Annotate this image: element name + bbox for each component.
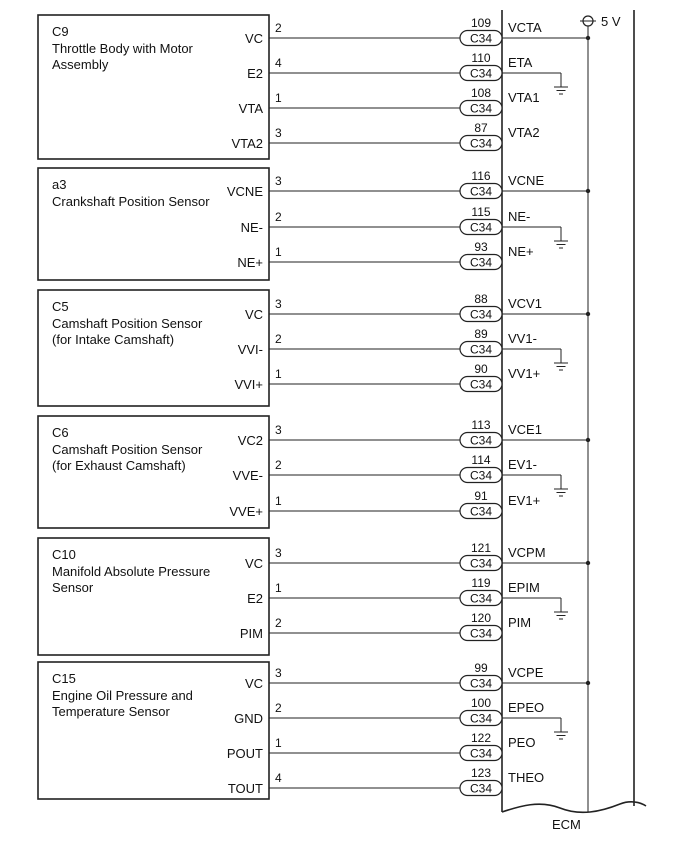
pin-number: 1 bbox=[275, 736, 282, 750]
pin-name: VTA bbox=[238, 101, 263, 116]
component-a3 bbox=[38, 168, 590, 280]
ecm-terminal-number: 87 bbox=[474, 121, 488, 135]
component-code: C10 bbox=[52, 547, 76, 562]
ecm-terminal-number: 121 bbox=[470, 541, 492, 555]
ground-icon bbox=[554, 87, 568, 94]
junction-dot bbox=[586, 681, 590, 685]
connector-label: C34 bbox=[469, 591, 493, 606]
ecm-terminal-number: 119 bbox=[471, 576, 491, 590]
ecm-signal-label: VCE1 bbox=[508, 422, 542, 437]
pin-name: VVI+ bbox=[234, 377, 263, 392]
ecm-signal-label: VCTA bbox=[508, 20, 542, 35]
ecm-terminal-number: 115 bbox=[471, 205, 491, 219]
connector-label: C34 bbox=[469, 184, 493, 199]
junction-dot bbox=[586, 438, 590, 442]
pin-number: 1 bbox=[275, 367, 282, 381]
connector-label: C34 bbox=[469, 136, 493, 151]
component-name: Throttle Body with Motor bbox=[52, 41, 193, 56]
junction-dot bbox=[586, 36, 590, 40]
ecm-terminal-number: 108 bbox=[470, 86, 492, 100]
pin-number: 2 bbox=[275, 332, 282, 346]
connector-label: C34 bbox=[469, 66, 493, 81]
component-name: Camshaft Position Sensor bbox=[52, 316, 203, 331]
pin-name: VC bbox=[244, 307, 263, 322]
ecm-terminal-number: 120 bbox=[470, 611, 492, 625]
component-code: C9 bbox=[52, 24, 69, 39]
junction-dot bbox=[586, 312, 590, 316]
ecm-signal-label: VCNE bbox=[508, 173, 545, 188]
connector-label: C34 bbox=[469, 101, 493, 116]
connector-label: C34 bbox=[469, 307, 493, 322]
ecm-terminal-number: 89 bbox=[474, 327, 488, 341]
ecm-signal-label: EPIM bbox=[508, 580, 540, 595]
ecm-signal-label: VCPE bbox=[508, 665, 544, 680]
ecm-signal-label: PIM bbox=[508, 615, 532, 630]
circuit-eta bbox=[247, 51, 568, 94]
pin-number: 4 bbox=[275, 771, 282, 785]
connector-label: C34 bbox=[469, 255, 493, 270]
pin-name: NE- bbox=[240, 220, 263, 235]
ecm-break-line bbox=[502, 802, 646, 813]
component-name: Crankshaft Position Sensor bbox=[52, 194, 210, 209]
circuit-pim bbox=[240, 611, 531, 641]
pin-name: NE+ bbox=[237, 255, 263, 270]
ecm-signal-label: EPEO bbox=[508, 700, 545, 715]
ecm-signal-label: EV1- bbox=[508, 457, 537, 472]
circuit-vv1plus bbox=[234, 362, 540, 392]
ecm-terminal-number: 109 bbox=[470, 16, 492, 30]
junction-dot bbox=[586, 561, 590, 565]
component-code: C6 bbox=[52, 425, 69, 440]
circuit-vv1minus bbox=[238, 327, 568, 370]
connector-label: C34 bbox=[469, 781, 493, 796]
pin-name: VVE- bbox=[232, 468, 263, 483]
ecm-terminal-number: 100 bbox=[470, 696, 492, 710]
pin-name: VC bbox=[244, 556, 263, 571]
circuit-vcv1 bbox=[245, 292, 590, 322]
component-c10 bbox=[38, 538, 590, 655]
ecm-terminal-number: 91 bbox=[474, 489, 488, 503]
component-code: a3 bbox=[52, 177, 67, 192]
connector-label: C34 bbox=[469, 377, 493, 392]
ecm-terminal-number: 122 bbox=[470, 731, 492, 745]
connector-label: C34 bbox=[469, 31, 493, 46]
circuit-ev1minus bbox=[233, 453, 568, 496]
connector-label: C34 bbox=[469, 746, 493, 761]
circuit-vcpm bbox=[245, 541, 590, 571]
component-name: Engine Oil Pressure and bbox=[52, 688, 193, 703]
circuit-neplus bbox=[237, 240, 533, 270]
pin-number: 3 bbox=[275, 423, 282, 437]
component-name: Temperature Sensor bbox=[52, 704, 170, 719]
pin-number: 3 bbox=[275, 126, 282, 140]
component-code: C5 bbox=[52, 299, 69, 314]
connector-label: C34 bbox=[469, 711, 493, 726]
pin-number: 3 bbox=[275, 546, 282, 560]
circuit-epim bbox=[247, 576, 568, 619]
ground-icon bbox=[554, 732, 568, 739]
ecm-signal-label: EV1+ bbox=[508, 493, 541, 508]
ecm-terminal-number: 110 bbox=[471, 51, 491, 65]
connector-label: C34 bbox=[469, 676, 493, 691]
ecm-signal-label: THEO bbox=[508, 770, 545, 785]
circuit-vce1 bbox=[238, 418, 590, 448]
pin-number: 2 bbox=[275, 458, 282, 472]
pin-number: 4 bbox=[275, 56, 282, 70]
pin-number: 2 bbox=[275, 210, 282, 224]
junction-dot bbox=[586, 189, 590, 193]
pin-name: VVI- bbox=[237, 342, 263, 357]
component-name: (for Intake Camshaft) bbox=[52, 332, 175, 347]
connector-label: C34 bbox=[469, 504, 493, 519]
ground-icon bbox=[554, 363, 568, 370]
ecm-terminal-number: 114 bbox=[471, 453, 491, 467]
connector-label: C34 bbox=[469, 626, 493, 641]
pin-name: E2 bbox=[247, 66, 263, 81]
pin-number: 3 bbox=[275, 174, 282, 188]
pin-name: VC bbox=[244, 31, 263, 46]
pin-name: PIM bbox=[239, 626, 263, 641]
circuit-ev1plus bbox=[229, 489, 540, 519]
pin-number: 2 bbox=[275, 701, 282, 715]
ground-icon bbox=[554, 241, 568, 248]
ecm-signal-label: ETA bbox=[508, 55, 533, 70]
ecm-signal-label: VV1+ bbox=[508, 366, 541, 381]
component-name: (for Exhaust Camshaft) bbox=[52, 458, 186, 473]
pin-number: 3 bbox=[275, 297, 282, 311]
ecm-signal-label: NE- bbox=[508, 209, 531, 224]
ecm-signal-label: VTA1 bbox=[508, 90, 540, 105]
component-c15 bbox=[38, 661, 590, 799]
component-name: Assembly bbox=[52, 57, 109, 72]
ecm-terminal-number: 90 bbox=[474, 362, 488, 376]
pin-name: VTA2 bbox=[231, 136, 263, 151]
pin-name: VCNE bbox=[226, 184, 263, 199]
circuit-vcta bbox=[245, 16, 590, 46]
pin-number: 2 bbox=[275, 21, 282, 35]
ecm-terminal-number: 113 bbox=[471, 418, 491, 432]
circuit-theo bbox=[228, 766, 544, 796]
circuit-vta2 bbox=[231, 121, 539, 151]
supply-label: 5 V bbox=[601, 14, 621, 29]
ground-icon bbox=[554, 489, 568, 496]
pin-name: VC bbox=[244, 676, 263, 691]
pin-name: POUT bbox=[226, 746, 263, 761]
circuit-vcpe bbox=[245, 661, 590, 691]
component-c5 bbox=[38, 290, 590, 406]
ecm-terminal-number: 99 bbox=[474, 661, 488, 675]
component-name: Sensor bbox=[52, 580, 94, 595]
connector-label: C34 bbox=[469, 220, 493, 235]
circuit-neminus bbox=[241, 205, 568, 248]
pin-name: VC2 bbox=[237, 433, 263, 448]
ecm-signal-label: VCPM bbox=[508, 545, 546, 560]
pin-number: 1 bbox=[275, 494, 282, 508]
pin-number: 2 bbox=[275, 616, 282, 630]
components bbox=[38, 15, 590, 799]
pin-number: 3 bbox=[275, 666, 282, 680]
ground-icon bbox=[554, 612, 568, 619]
connector-label: C34 bbox=[469, 468, 493, 483]
component-name: Camshaft Position Sensor bbox=[52, 442, 203, 457]
ecm-signal-label: NE+ bbox=[508, 244, 534, 259]
pin-number: 1 bbox=[275, 581, 282, 595]
circuit-vcne bbox=[227, 169, 590, 199]
connector-label: C34 bbox=[469, 433, 493, 448]
pin-number: 1 bbox=[275, 91, 282, 105]
ecm-signal-label: VTA2 bbox=[508, 125, 540, 140]
component-c9 bbox=[38, 15, 590, 159]
pin-name: VVE+ bbox=[229, 504, 263, 519]
ecm-signal-label: PEO bbox=[508, 735, 536, 750]
ecm-signal-label: VV1- bbox=[508, 331, 537, 346]
pin-name: GND bbox=[234, 711, 263, 726]
ecm-terminal-number: 88 bbox=[474, 292, 488, 306]
pin-name: E2 bbox=[247, 591, 263, 606]
ecm-terminal-number: 123 bbox=[470, 766, 492, 780]
circuit-vta1 bbox=[239, 86, 540, 116]
ecm-terminal-number: 116 bbox=[471, 169, 491, 183]
connector-label: C34 bbox=[469, 342, 493, 357]
component-code: C15 bbox=[52, 671, 76, 686]
component-c6 bbox=[38, 416, 590, 528]
ecm-terminal-number: 93 bbox=[474, 240, 488, 254]
connector-label: C34 bbox=[469, 556, 493, 571]
ecm-label: ECM bbox=[552, 817, 581, 832]
component-name: Manifold Absolute Pressure bbox=[52, 564, 211, 579]
pin-number: 1 bbox=[275, 245, 282, 259]
circuit-peo bbox=[227, 731, 536, 761]
pin-name: TOUT bbox=[227, 781, 263, 796]
circuit-epeo bbox=[234, 696, 568, 739]
ecm-signal-label: VCV1 bbox=[508, 296, 542, 311]
